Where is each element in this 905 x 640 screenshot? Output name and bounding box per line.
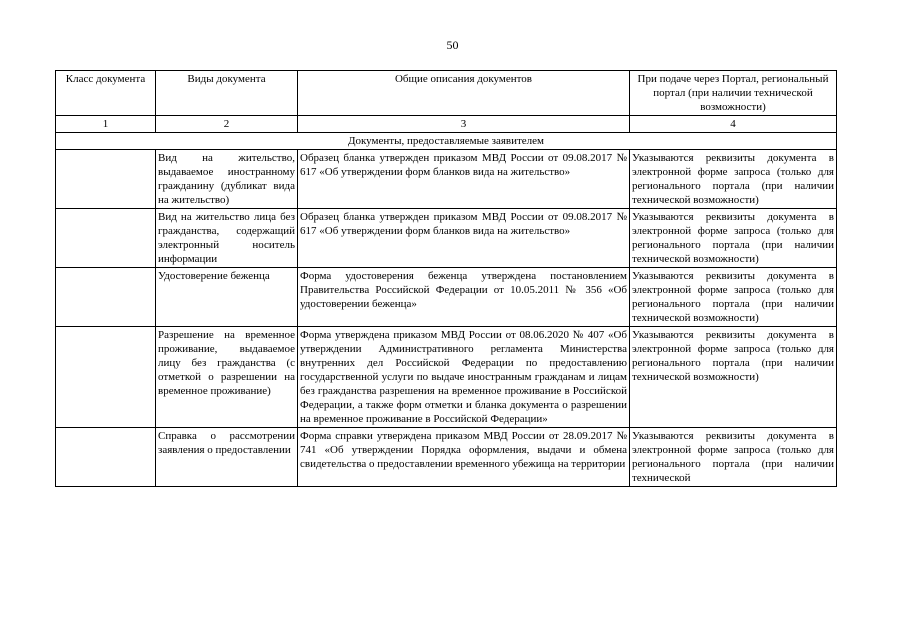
- section-title: Документы, предоставляемые заявителем: [56, 133, 837, 150]
- column-number-row: [56, 116, 837, 133]
- portal-cell: Указываются реквизиты документа в электронной форме запроса (только для регионального портала (при наличии технической возможности): [630, 327, 837, 428]
- description-cell: Образец бланка утвержден приказом МВД России от 09.08.2017 № 617 «Об утверждении форм бланков вида на жительство»: [298, 150, 630, 209]
- column-number: 2: [156, 116, 298, 133]
- portal-cell: Указываются реквизиты документа в электронной форме запроса (только для регионального портала (при наличии технической возможности): [630, 150, 837, 209]
- header-class: Класс документа: [56, 71, 156, 116]
- table-row: [56, 428, 837, 487]
- document-type-cell: Разрешение на временное проживание, выдаваемое лицу без гражданства (с отметкой о разрешении на временное проживание): [156, 327, 298, 428]
- description-cell: Образец бланка утвержден приказом МВД России от 09.08.2017 № 617 «Об утверждении форм бланков вида на жительство»: [298, 209, 630, 268]
- table-row: [56, 268, 837, 327]
- class-cell: [56, 428, 156, 487]
- document-type-cell: Справка о рассмотрении заявления о предоставлении: [156, 428, 298, 487]
- column-number: 3: [298, 116, 630, 133]
- section-row: [56, 133, 837, 150]
- table-row: [56, 150, 837, 209]
- header-portal: При подаче через Портал, региональный портал (при наличии технической возможности): [630, 71, 837, 116]
- class-cell: [56, 268, 156, 327]
- column-number: 4: [630, 116, 837, 133]
- description-cell: Форма утверждена приказом МВД России от 08.06.2020 № 407 «Об утверждении Административного регламента Министерства внутренних дел Российской Федерации по предоставлению государственной услуги по выдаче иностранным гражданам и лицам без гражданства разрешения на временное проживание в Российской Федерации, а также форм отметки и бланка документа о разрешении на временное проживание в Российской Федерации»: [298, 327, 630, 428]
- class-cell: [56, 327, 156, 428]
- portal-cell: Указываются реквизиты документа в электронной форме запроса (только для регионального портала (при наличии технической возможности): [630, 209, 837, 268]
- portal-cell: Указываются реквизиты документа в электронной форме запроса (только для регионального портала (при наличии технической: [630, 428, 837, 487]
- description-cell: Форма удостоверения беженца утверждена постановлением Правительства Российской Федерации от 10.05.2011 № 356 «Об удостоверении беженца»: [298, 268, 630, 327]
- table-row: [56, 209, 837, 268]
- header-row: [56, 71, 837, 116]
- table-row: [56, 327, 837, 428]
- class-cell: [56, 209, 156, 268]
- header-description: Общие описания документов: [298, 71, 630, 116]
- document-type-cell: Удостоверение беженца: [156, 268, 298, 327]
- portal-cell: Указываются реквизиты документа в электронной форме запроса (только для регионального портала (при наличии технической возможности): [630, 268, 837, 327]
- document-type-cell: Вид на жительство лица без гражданства, содержащий электронный носитель информации: [156, 209, 298, 268]
- column-number: 1: [56, 116, 156, 133]
- documents-table: [55, 70, 837, 487]
- header-type: Виды документа: [156, 71, 298, 116]
- document-type-cell: Вид на жительство, выдаваемое иностранному гражданину (дубликат вида на жительство): [156, 150, 298, 209]
- description-cell: Форма справки утверждена приказом МВД России от 28.09.2017 № 741 «Об утверждении Порядка оформления, выдачи и обмена свидетельства о предоставлении временного убежища на территории: [298, 428, 630, 487]
- page-number: 50: [446, 38, 459, 52]
- class-cell: [56, 150, 156, 209]
